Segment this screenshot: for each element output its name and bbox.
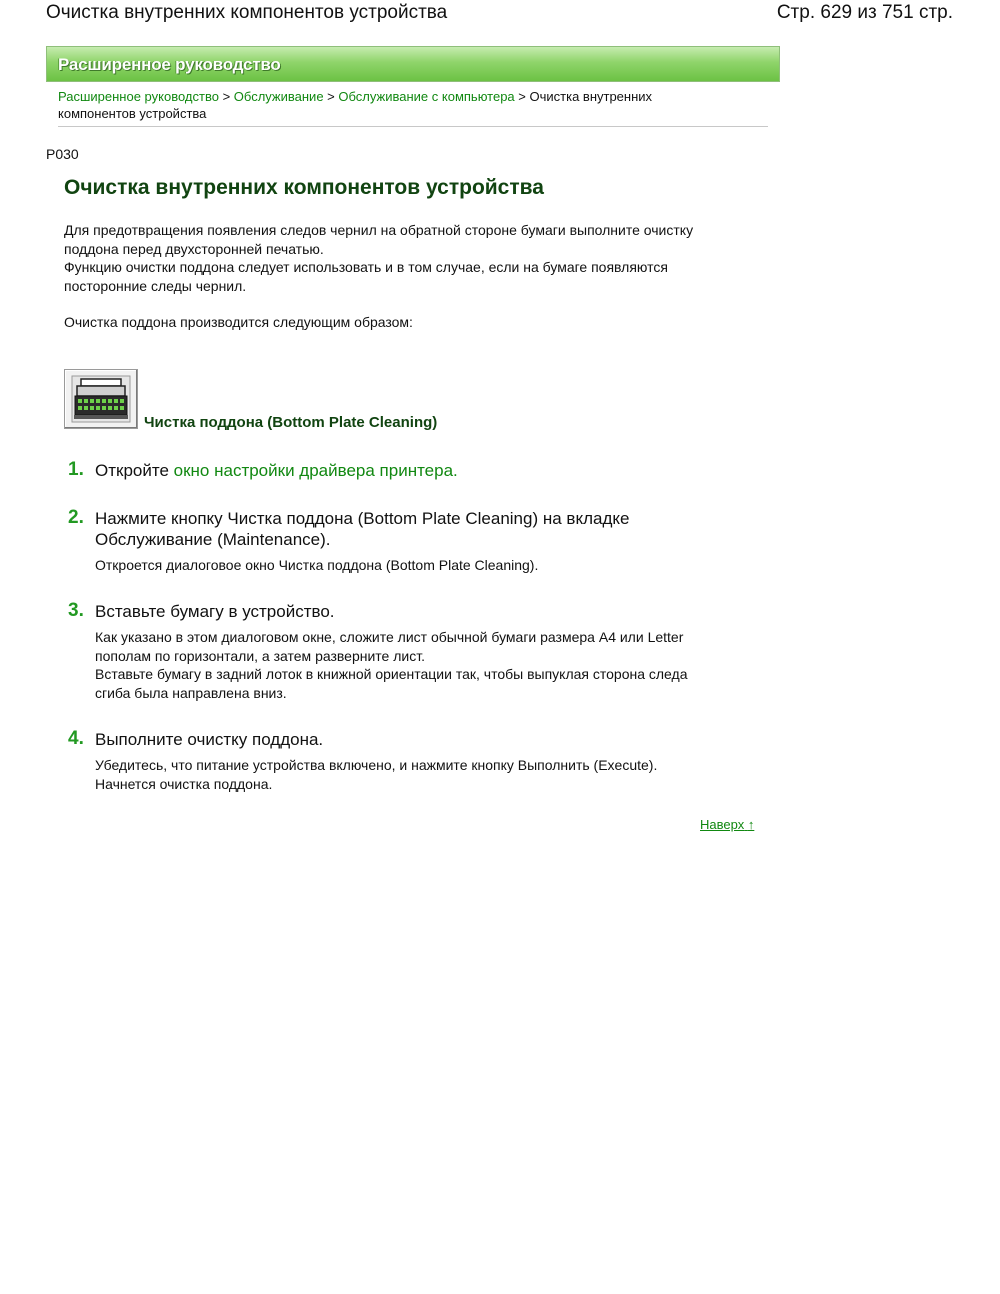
- printer-driver-settings-link[interactable]: окно настройки драйвера принтера.: [173, 461, 458, 480]
- guide-banner: [46, 46, 780, 82]
- breadcrumb-divider: [58, 126, 768, 127]
- breadcrumb: [58, 88, 758, 122]
- step-number: 1.: [68, 459, 84, 480]
- step-desc-line: Как указано в этом диалоговом окне, сложите лист обычной бумаги размера A4 или Letter: [95, 629, 684, 645]
- page-code: P030: [46, 146, 79, 162]
- breadcrumb-separator: >: [327, 89, 335, 104]
- page-counter: Стр. 629 из 751 стр.: [776, 2, 953, 23]
- step-title: [95, 460, 715, 481]
- step-desc-line: Начнется очистка поддона.: [95, 775, 273, 792]
- step-title-text: Обслуживание (Maintenance).: [95, 530, 331, 549]
- step-number: 3.: [68, 600, 84, 621]
- step-title: [95, 508, 715, 550]
- step-title-text: Откройте: [95, 461, 169, 480]
- breadcrumb-link-maintenance[interactable]: Обслуживание: [233, 89, 324, 104]
- step-description: [95, 628, 735, 702]
- step-description: [95, 556, 735, 575]
- function-label: Чистка поддона (Bottom Plate Cleaning): [144, 414, 438, 431]
- page-header-title: Очистка внутренних компонентов устройства: [46, 2, 448, 23]
- step-desc-line: Убедитесь, что питание устройства включено, и нажмите кнопку Выполнить (Execute).: [95, 757, 658, 773]
- back-to-top-label: Наверх: [700, 817, 745, 832]
- step-number: 2.: [68, 507, 84, 528]
- breadcrumb-separator: >: [222, 89, 231, 104]
- breadcrumb-link-pc-maintenance[interactable]: Обслуживание с компьютера: [338, 89, 515, 104]
- bottom-plate-cleaning-icon: [64, 369, 138, 429]
- breadcrumb-current: Очистка внутренних: [529, 89, 653, 104]
- step-description: [95, 756, 735, 793]
- banner-title: Расширенное руководство: [58, 55, 281, 74]
- procedure-intro: Очистка поддона производится следующим образом:: [64, 314, 413, 330]
- intro-line: Функцию очистки поддона следует использовать и в том случае, если на бумаге появляются: [64, 259, 668, 275]
- step-desc-line: сгиба была направлена вниз.: [95, 684, 287, 701]
- step-title: [95, 729, 715, 750]
- intro-line: Для предотвращения появления следов чернил на обратной стороне бумаги выполните очистку: [64, 222, 694, 238]
- arrow-up-icon: ↑: [747, 817, 755, 832]
- step-title-text: Вставьте бумагу в устройство.: [95, 602, 335, 621]
- step-number: 4.: [68, 728, 84, 749]
- intro-line: посторонние следы чернил.: [64, 277, 247, 294]
- step-title: [95, 601, 715, 622]
- page-title: Очистка внутренних компонентов устройства: [64, 176, 544, 199]
- step-title-text: Выполните очистку поддона.: [95, 730, 324, 749]
- step-title-text: Нажмите кнопку Чистка поддона (Bottom Plate Cleaning) на вкладке: [95, 509, 630, 528]
- step-desc-line: Откроется диалоговое окно Чистка поддона (Bottom Plate Cleaning).: [95, 557, 539, 573]
- intro-line: поддона перед двухсторонней печатью.: [64, 240, 324, 257]
- breadcrumb-link-guide[interactable]: Расширенное руководство: [58, 89, 219, 104]
- breadcrumb-separator: >: [518, 89, 526, 104]
- printer-icon: [71, 375, 131, 423]
- step-desc-line: Вставьте бумагу в задний лоток в книжной ориентации так, чтобы выпуклая сторона следа: [95, 666, 688, 682]
- step-desc-line: пополам по горизонтали, а затем разверните лист.: [95, 647, 425, 664]
- back-to-top-link[interactable]: [700, 817, 754, 832]
- breadcrumb-current-cont: компонентов устройства: [58, 106, 207, 121]
- intro-text: [64, 221, 754, 332]
